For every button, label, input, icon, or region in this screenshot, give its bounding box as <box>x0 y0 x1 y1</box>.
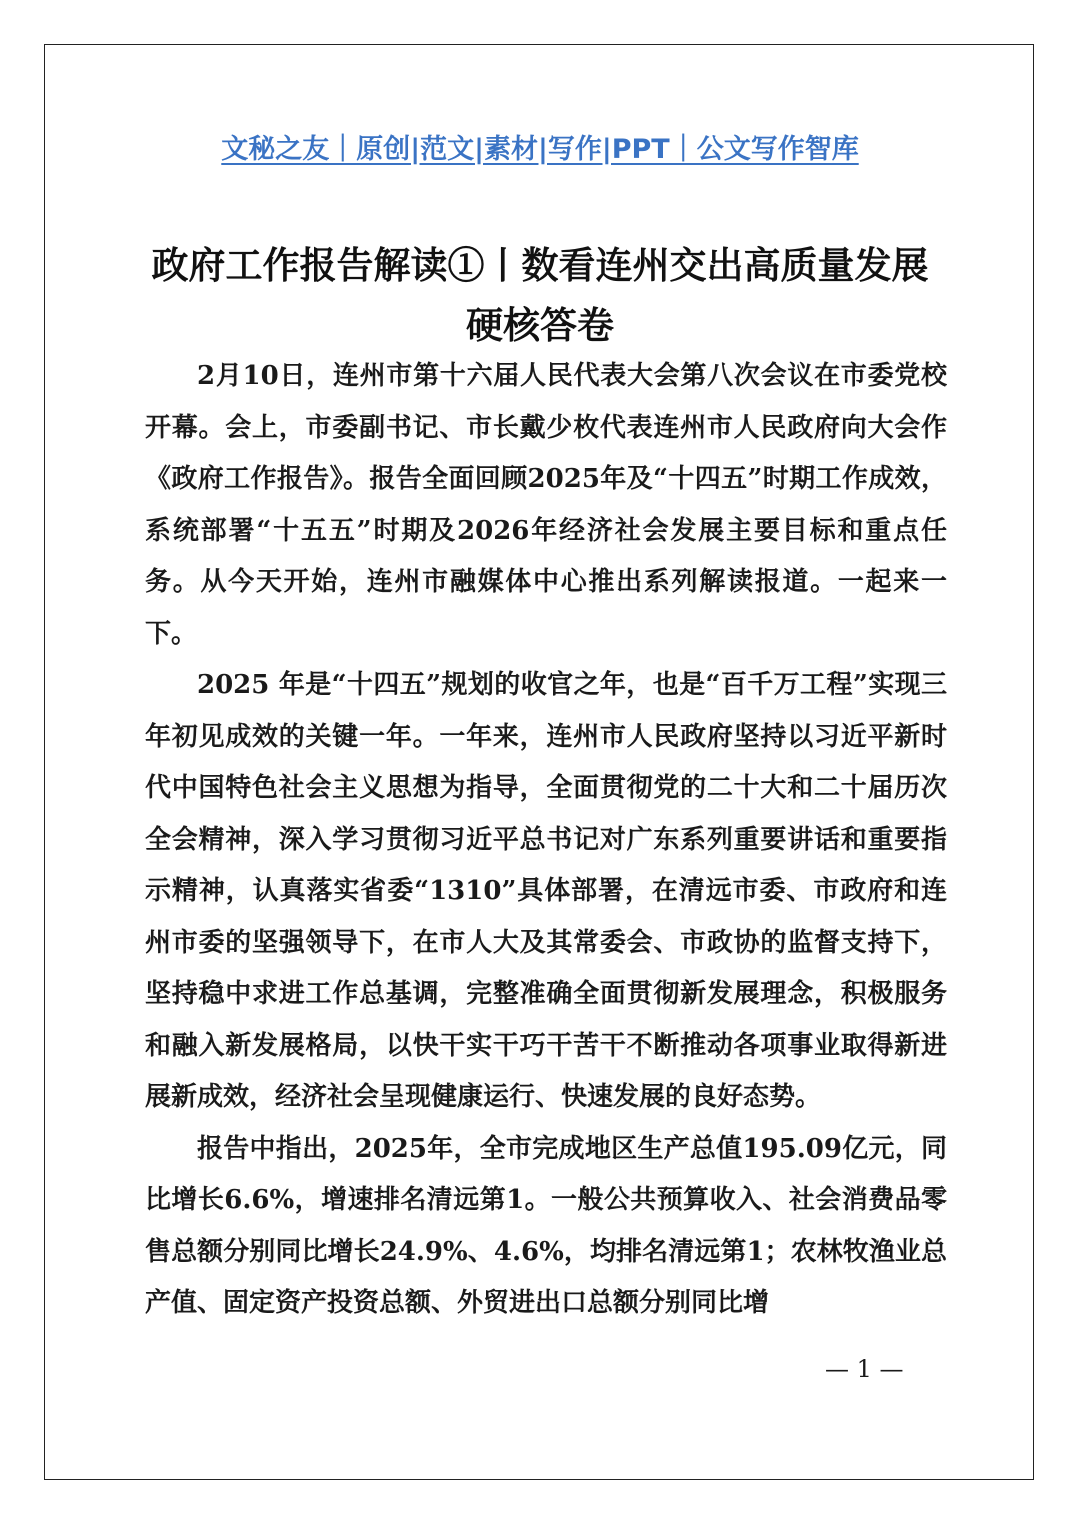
paragraph-3: 报告中指出，2025年，全市完成地区生产总值195.09亿元，同比增长6.6%，增速排名清远第1。一般公共预算收入、社会消费品零售总额分别同比增长24.9%、4.6%，均排名清远第1；农林牧渔业总产值、固定资产投资总额、外贸进出口总额分别同比增 <box>145 1133 947 1318</box>
document-body <box>145 351 947 1330</box>
paragraph-2: 2025 年是“十四五”规划的收官之年，也是“百千万工程”实现三年初见成效的关键一年。一年来，连州市人民政府坚持以习近平新时代中国特色社会主义思想为指导，全面贯彻党的二十大和二十届历次全会精神，深入学习贯彻习近平总书记对广东系列重要讲话和重要指示精神，认真落实省委“1310”具体部署，在清远市委、市政府和连州市委的坚强领导下，在市人大及其常委会、市政协的监督支持下，坚持稳中求进工作总基调，完整准确全面贯彻新发展理念，积极服务和融入新发展格局，以快干实干巧干苦干不断推动各项事业取得新进展新成效，经济社会呈现健康运行、快速发展的良好态势。 <box>145 670 947 1112</box>
document-title: 政府工作报告解读①丨数看连州交出高质量发展硬核答卷 <box>151 243 929 347</box>
paragraph-1: 2月10日，连州市第十六届人民代表大会第八次会议在市委党校开幕。会上，市委副书记、市长戴少枚代表连州市人民政府向大会作《政府工作报告》。报告全面回顾2025年及“十四五”时期工作成效，系统部署“十五五”时期及2026年经济社会发展主要目标和重点任务。从今天开始，连州市融媒体中心推出系列解读报道。一起来一下。 <box>145 361 947 649</box>
header-banner-link[interactable]: 文秘之友｜原创|范文|素材|写作|PPT｜公文写作智库 <box>221 134 859 165</box>
document-page <box>44 44 1034 1480</box>
page-number: — 1 — <box>825 1355 904 1383</box>
